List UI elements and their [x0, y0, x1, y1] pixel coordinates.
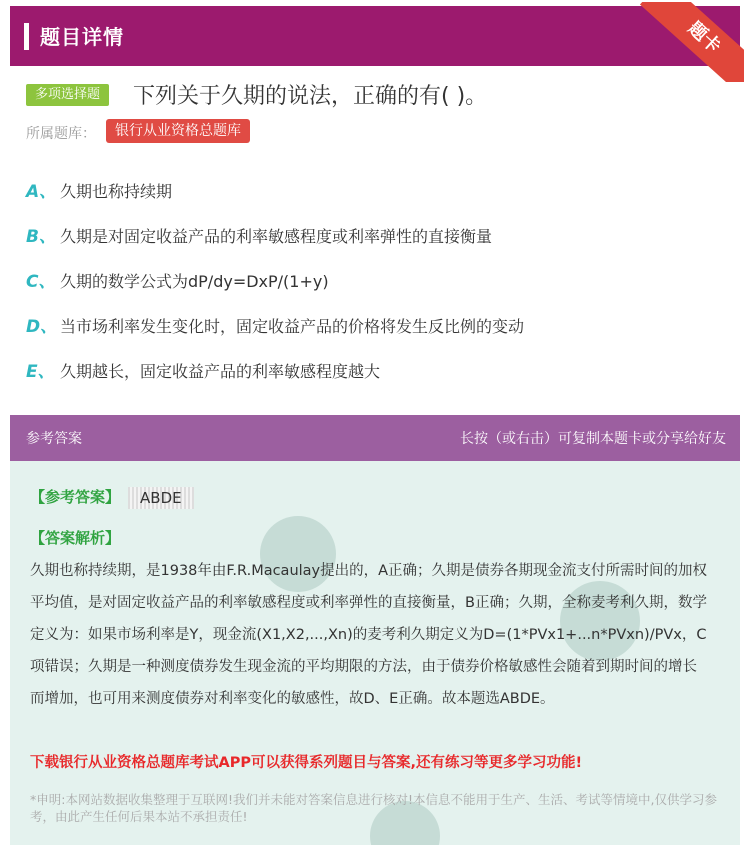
share-hint: 长按（或右击）可复制本题卡或分享给好友 — [460, 431, 726, 447]
reference-answer-header — [10, 415, 740, 461]
bank-label: 所属题库： — [26, 126, 96, 142]
option-letter: D、 — [26, 317, 58, 337]
reference-answer-title: 参考答案 — [26, 431, 82, 447]
corner-ribbon — [634, 2, 744, 82]
disclaimer-text: *申明:本网站数据收集整理于互联网!我们并未能对答案信息进行核对!本信息不能用于生产、生活、考试等情境中,仅供学习参考，由此产生任何后果本站不承担责任! — [30, 792, 717, 824]
question-type-badge: 多项选择题 — [26, 84, 109, 106]
option-letter: B、 — [26, 227, 56, 247]
bank-name-badge[interactable]: 银行从业资格总题库 — [106, 119, 250, 143]
option-d[interactable] — [26, 312, 524, 338]
option-letter: E、 — [26, 362, 55, 382]
option-letter: C、 — [26, 272, 56, 292]
corner-ribbon-label: 题卡 — [640, 2, 744, 82]
reference-answer-body — [10, 461, 740, 845]
option-b[interactable] — [26, 222, 492, 248]
option-letter: A、 — [26, 182, 57, 202]
answer-value: ABDE — [128, 487, 194, 509]
answer-label: 【参考答案】 — [30, 488, 121, 506]
option-a[interactable] — [26, 177, 172, 203]
page-title: 题目详情 — [40, 25, 124, 49]
analysis-label: 【答案解析】 — [30, 529, 121, 547]
page-header — [10, 6, 740, 66]
analysis-text: 久期也称持续期，是1938年由F.R.Macaulay提出的，A正确；久期是债券各期现金流支付所需时间的加权平均值，是对固定收益产品的利率敏感程度或利率弹性的直接衡量，B正确；久期，全称麦考利久期，数学定义为：如果市场利率是Y，现金流(X1,X2,...,Xn)的麦考利久期定义为D=(1*PVx1+...n*PVxn)/PVx，C项错误；久期是一种测度债券发生现金流的平均期限的方法，由于债券价格敏感性会随着到期时间的增长而增加，也可用来测度债券对利率变化的敏感性，故D、E正确。故本题选ABDE。 — [30, 563, 708, 707]
option-text: 当市场利率发生变化时，固定收益产品的价格将发生反比例的变动 — [60, 317, 525, 336]
option-e[interactable] — [26, 357, 380, 383]
question-text: 下列关于久期的说法，正确的有( )。 — [133, 84, 488, 109]
option-text: 久期也称持续期 — [60, 182, 173, 201]
app-download-promo[interactable]: 下载银行从业资格总题库考试APP可以获得系列题目与答案,还有练习等更多学习功能! — [30, 755, 583, 771]
option-text: 久期越长，固定收益产品的利率敏感程度越大 — [60, 362, 381, 381]
option-c[interactable] — [26, 267, 329, 293]
option-text: 久期的数学公式为dP/dy=DxP/(1+y) — [60, 272, 329, 291]
option-text: 久期是对固定收益产品的利率敏感程度或利率弹性的直接衡量 — [60, 227, 493, 246]
title-accent-bar — [24, 23, 29, 50]
answer-line — [30, 486, 194, 509]
